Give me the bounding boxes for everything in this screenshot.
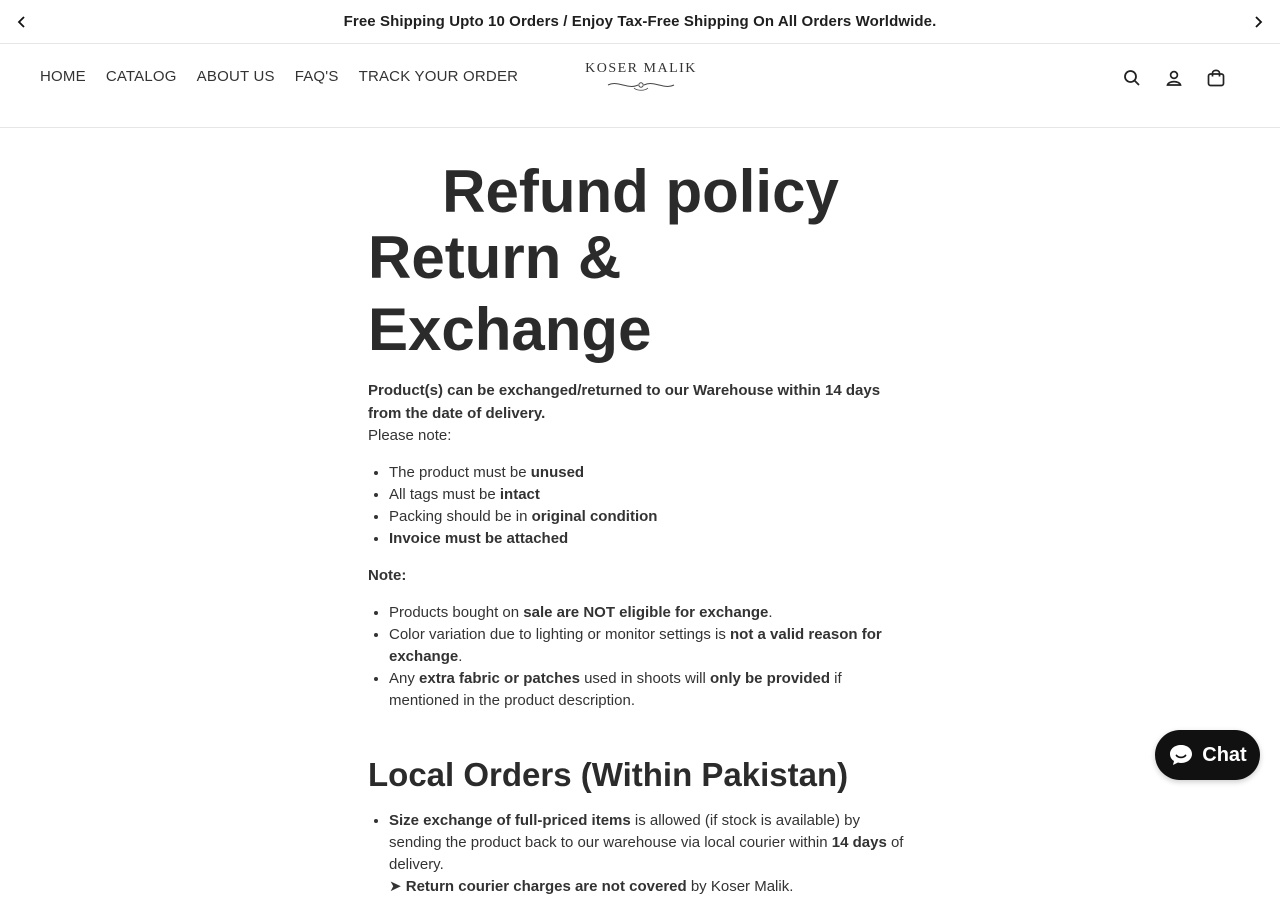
- nav-item-about-us[interactable]: ABOUT US: [196, 68, 275, 85]
- chat-bubble-icon: [1168, 743, 1194, 767]
- chevron-right-icon[interactable]: [1248, 12, 1268, 32]
- list-item: • Products bought on sale are NOT eligible for exchange.: [389, 602, 913, 624]
- local-orders-heading: Local Orders (Within Pakistan): [368, 756, 849, 793]
- nav-item-track-order[interactable]: TRACK YOUR ORDER: [358, 68, 519, 85]
- chat-label: Chat: [1202, 743, 1247, 766]
- return-window-text: Product(s) can be exchanged/returned to our Warehouse within 14 days from the date of delivery.: [368, 382, 881, 422]
- list-item: • Any extra fabric or patches used in shoots will only be provided if mentioned in the product description.: [389, 668, 913, 712]
- page-title: Refund policy: [442, 158, 839, 225]
- list-item: • Color variation due to lighting or monitor settings is not a valid reason for exchange.: [389, 624, 913, 668]
- cart-icon[interactable]: [1205, 67, 1227, 89]
- nav-item-home[interactable]: HOME: [40, 68, 86, 85]
- search-icon[interactable]: [1121, 67, 1143, 89]
- logo-flourish-icon: [606, 78, 676, 92]
- header-actions: [1121, 67, 1227, 89]
- list-item: • The product must be unused: [389, 462, 913, 484]
- return-exchange-heading: Return & Exchange: [368, 224, 652, 363]
- list-item: • Size exchange of full-priced items is allowed (if stock is available) by sending the product back to our warehouse via local courier within 14 days of delivery. ➤ Return courier charges are not covered by Koser Malik.: [389, 810, 913, 898]
- account-icon[interactable]: [1163, 67, 1185, 89]
- main-nav: [40, 67, 518, 87]
- note-label: Note:: [368, 567, 407, 584]
- chevron-left-icon[interactable]: [12, 12, 32, 32]
- return-conditions-list: [368, 462, 913, 550]
- announcement-text: Free Shipping Upto 10 Orders / Enjoy Tax-Free Shipping On All Orders Worldwide.: [343, 13, 937, 30]
- list-item: • All tags must be intact: [389, 484, 913, 506]
- site-header: [0, 45, 1280, 128]
- list-item: • Packing should be in original condition: [389, 506, 913, 528]
- please-note-label: Please note:: [368, 427, 452, 444]
- list-item: • Invoice must be attached: [389, 528, 913, 550]
- notes-list: [368, 602, 913, 712]
- announcement-bar: [0, 0, 1280, 44]
- local-orders-list: [368, 810, 913, 898]
- nav-item-faqs[interactable]: FAQ'S: [294, 68, 339, 85]
- refund-policy-content: [368, 150, 913, 898]
- logo-text: KOSER MALIK: [585, 61, 697, 76]
- brand-logo[interactable]: [585, 61, 697, 97]
- chat-button[interactable]: [1155, 730, 1260, 780]
- nav-item-catalog[interactable]: CATALOG: [105, 68, 177, 85]
